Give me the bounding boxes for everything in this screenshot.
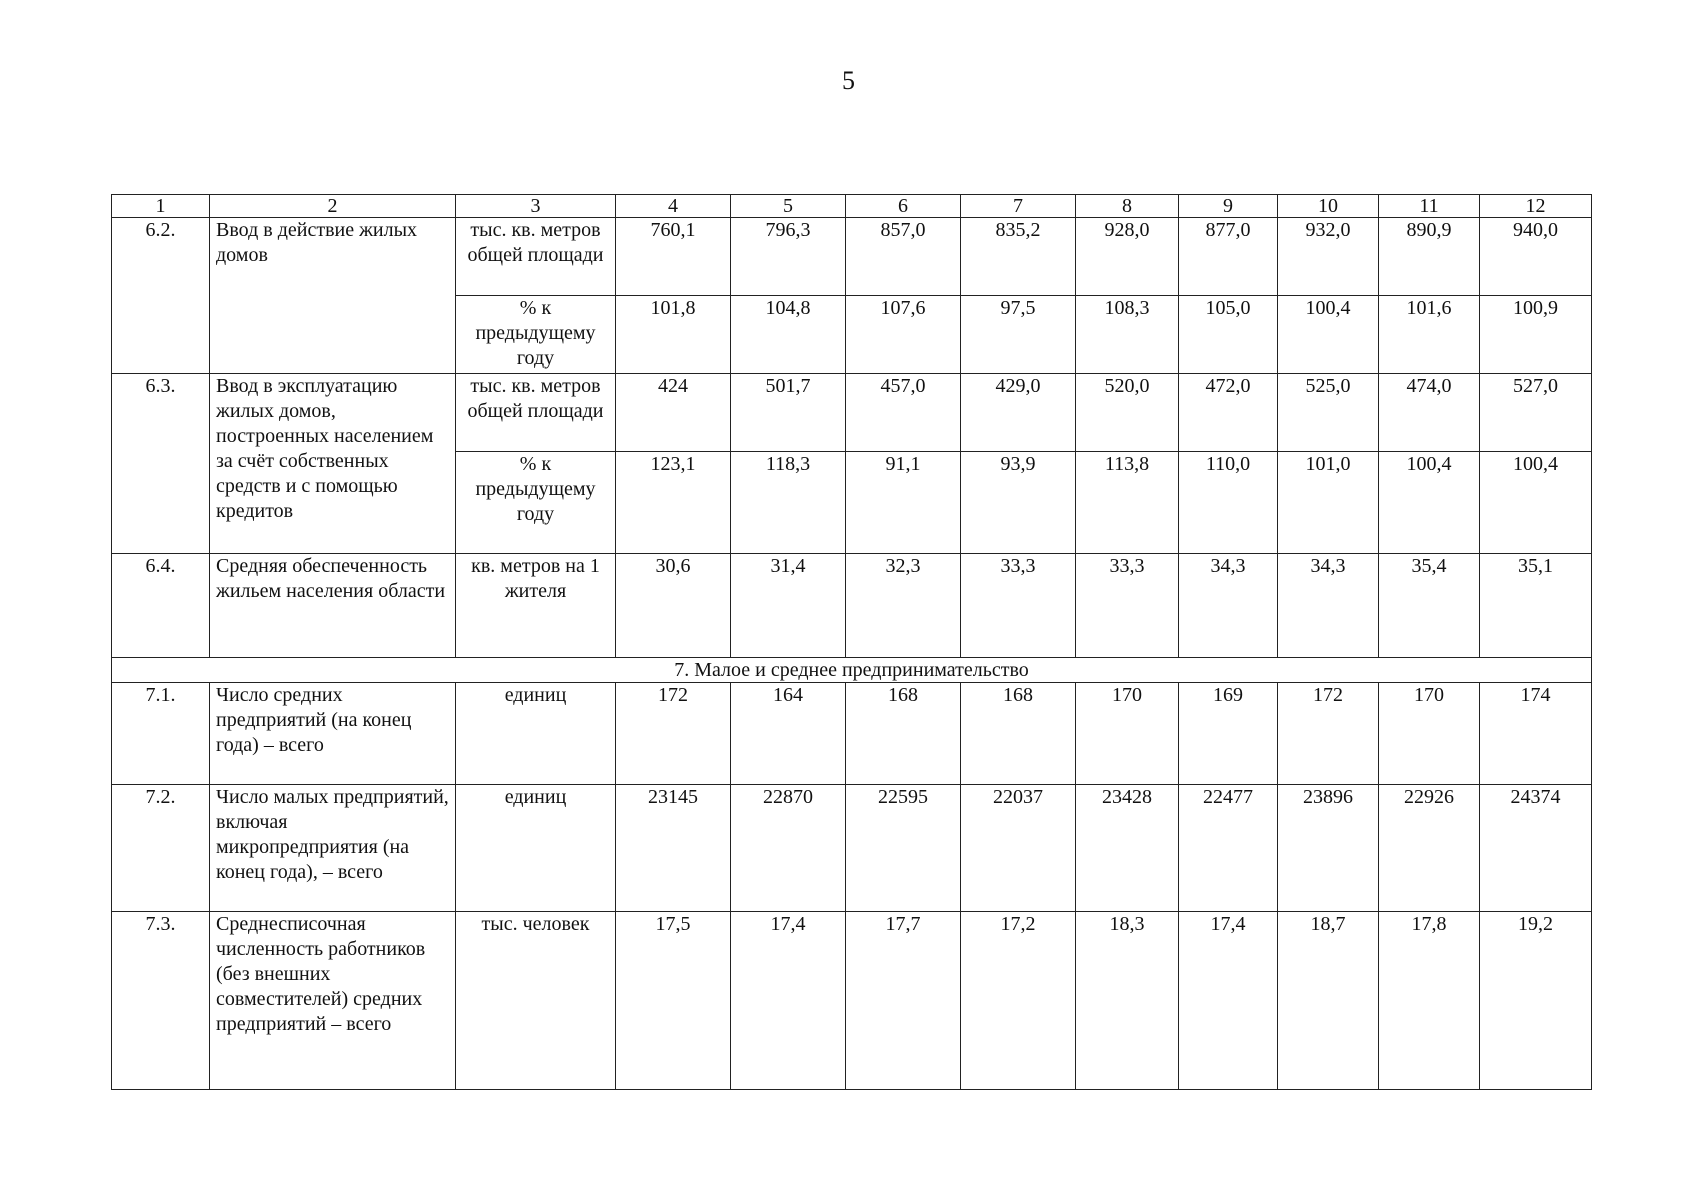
indicator-name: Среднесписочная численность работников (без внешних совместителей) средних предприятий – всего xyxy=(210,912,456,1090)
table-row xyxy=(112,683,1592,785)
page-number: 5 xyxy=(842,66,855,95)
value-cell: 22477 xyxy=(1179,785,1278,912)
value-cell: 17,7 xyxy=(846,912,961,1090)
table-row xyxy=(112,554,1592,658)
section-title: 7. Малое и среднее предпринимательство xyxy=(112,658,1592,683)
value-cell: 835,2 xyxy=(961,218,1076,296)
row-number: 7.3. xyxy=(112,912,210,1090)
table-row xyxy=(112,218,1592,296)
header-cell: 9 xyxy=(1179,195,1278,218)
value-cell: 104,8 xyxy=(731,296,846,374)
value-cell: 100,9 xyxy=(1480,296,1592,374)
value-cell: 31,4 xyxy=(731,554,846,658)
value-cell: 24374 xyxy=(1480,785,1592,912)
value-cell: 23896 xyxy=(1278,785,1379,912)
value-cell: 527,0 xyxy=(1480,374,1592,452)
value-cell: 23145 xyxy=(616,785,731,912)
unit-cell: кв. метров на 1 жителя xyxy=(456,554,616,658)
value-cell: 17,4 xyxy=(731,912,846,1090)
value-cell: 101,6 xyxy=(1379,296,1480,374)
statistics-table xyxy=(111,194,1592,1090)
indicator-name: Ввод в действие жилых домов xyxy=(210,218,456,374)
value-cell: 93,9 xyxy=(961,452,1076,554)
unit-cell: единиц xyxy=(456,683,616,785)
value-cell: 932,0 xyxy=(1278,218,1379,296)
value-cell: 164 xyxy=(731,683,846,785)
indicator-name: Ввод в эксплуатацию жилых домов, построенных населением за счёт собственных средств и с помощью кредитов xyxy=(210,374,456,554)
value-cell: 172 xyxy=(1278,683,1379,785)
value-cell: 22870 xyxy=(731,785,846,912)
value-cell: 857,0 xyxy=(846,218,961,296)
value-cell: 928,0 xyxy=(1076,218,1179,296)
value-cell: 32,3 xyxy=(846,554,961,658)
value-cell: 107,6 xyxy=(846,296,961,374)
value-cell: 474,0 xyxy=(1379,374,1480,452)
header-cell: 10 xyxy=(1278,195,1379,218)
header-cell: 8 xyxy=(1076,195,1179,218)
value-cell: 35,4 xyxy=(1379,554,1480,658)
value-cell: 91,1 xyxy=(846,452,961,554)
row-number: 7.2. xyxy=(112,785,210,912)
value-cell: 17,2 xyxy=(961,912,1076,1090)
unit-cell: % к предыдущему году xyxy=(456,452,616,554)
row-number: 7.1. xyxy=(112,683,210,785)
value-cell: 33,3 xyxy=(1076,554,1179,658)
value-cell: 168 xyxy=(846,683,961,785)
value-cell: 100,4 xyxy=(1278,296,1379,374)
value-cell: 877,0 xyxy=(1179,218,1278,296)
value-cell: 796,3 xyxy=(731,218,846,296)
value-cell: 35,1 xyxy=(1480,554,1592,658)
value-cell: 33,3 xyxy=(961,554,1076,658)
indicator-name: Средняя обеспеченность жильем населения области xyxy=(210,554,456,658)
header-cell: 12 xyxy=(1480,195,1592,218)
value-cell: 424 xyxy=(616,374,731,452)
value-cell: 101,8 xyxy=(616,296,731,374)
value-cell: 890,9 xyxy=(1379,218,1480,296)
value-cell: 118,3 xyxy=(731,452,846,554)
header-cell: 3 xyxy=(456,195,616,218)
table-row xyxy=(112,374,1592,452)
value-cell: 520,0 xyxy=(1076,374,1179,452)
indicator-name: Число средних предприятий (на конец года) – всего xyxy=(210,683,456,785)
row-number: 6.3. xyxy=(112,374,210,554)
header-cell: 1 xyxy=(112,195,210,218)
value-cell: 18,7 xyxy=(1278,912,1379,1090)
unit-cell: тыс. человек xyxy=(456,912,616,1090)
value-cell: 105,0 xyxy=(1179,296,1278,374)
value-cell: 429,0 xyxy=(961,374,1076,452)
value-cell: 22037 xyxy=(961,785,1076,912)
value-cell: 30,6 xyxy=(616,554,731,658)
unit-cell: единиц xyxy=(456,785,616,912)
header-cell: 7 xyxy=(961,195,1076,218)
value-cell: 17,4 xyxy=(1179,912,1278,1090)
header-cell: 6 xyxy=(846,195,961,218)
row-number: 6.4. xyxy=(112,554,210,658)
unit-cell: тыс. кв. метров общей площади xyxy=(456,374,616,452)
value-cell: 940,0 xyxy=(1480,218,1592,296)
table-row xyxy=(112,785,1592,912)
value-cell: 22595 xyxy=(846,785,961,912)
value-cell: 457,0 xyxy=(846,374,961,452)
value-cell: 17,8 xyxy=(1379,912,1480,1090)
value-cell: 113,8 xyxy=(1076,452,1179,554)
value-cell: 97,5 xyxy=(961,296,1076,374)
value-cell: 174 xyxy=(1480,683,1592,785)
header-cell: 11 xyxy=(1379,195,1480,218)
value-cell: 472,0 xyxy=(1179,374,1278,452)
value-cell: 501,7 xyxy=(731,374,846,452)
value-cell: 100,4 xyxy=(1480,452,1592,554)
value-cell: 108,3 xyxy=(1076,296,1179,374)
value-cell: 101,0 xyxy=(1278,452,1379,554)
value-cell: 34,3 xyxy=(1278,554,1379,658)
value-cell: 760,1 xyxy=(616,218,731,296)
value-cell: 34,3 xyxy=(1179,554,1278,658)
row-number: 6.2. xyxy=(112,218,210,374)
value-cell: 17,5 xyxy=(616,912,731,1090)
value-cell: 100,4 xyxy=(1379,452,1480,554)
header-cell: 2 xyxy=(210,195,456,218)
value-cell: 172 xyxy=(616,683,731,785)
column-number-row xyxy=(112,195,1592,218)
value-cell: 170 xyxy=(1076,683,1179,785)
table-row xyxy=(112,912,1592,1090)
unit-cell: тыс. кв. метров общей площади xyxy=(456,218,616,296)
value-cell: 170 xyxy=(1379,683,1480,785)
value-cell: 169 xyxy=(1179,683,1278,785)
value-cell: 23428 xyxy=(1076,785,1179,912)
section-row xyxy=(112,658,1592,683)
value-cell: 123,1 xyxy=(616,452,731,554)
value-cell: 168 xyxy=(961,683,1076,785)
header-cell: 5 xyxy=(731,195,846,218)
value-cell: 22926 xyxy=(1379,785,1480,912)
header-cell: 4 xyxy=(616,195,731,218)
indicator-name: Число малых предприятий, включая микропредприятия (на конец года), – всего xyxy=(210,785,456,912)
value-cell: 110,0 xyxy=(1179,452,1278,554)
unit-cell: % к предыдущему году xyxy=(456,296,616,374)
value-cell: 525,0 xyxy=(1278,374,1379,452)
value-cell: 19,2 xyxy=(1480,912,1592,1090)
value-cell: 18,3 xyxy=(1076,912,1179,1090)
